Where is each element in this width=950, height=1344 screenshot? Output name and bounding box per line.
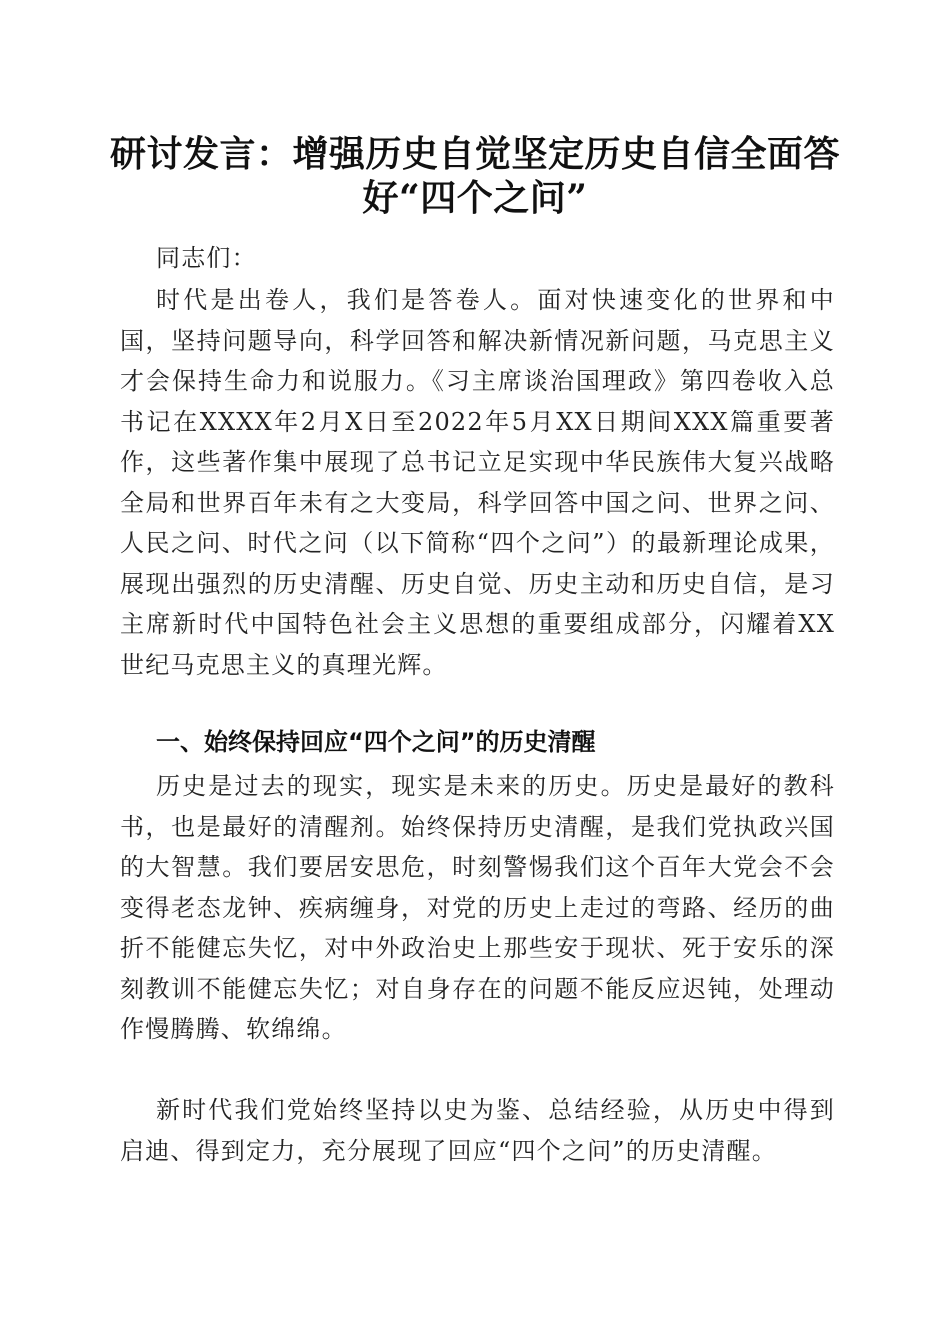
- salutation: 同志们：: [156, 244, 257, 272]
- section-heading-1: 一、始终保持回应“四个之问”的历史清醒: [156, 728, 596, 756]
- document-title: 研讨发言：增强历史自觉坚定历史自信全面答好“四个之问”: [109, 133, 840, 219]
- section1-paragraph-2: 新时代我们党始终坚持以史为鉴、总结经验，从历史中得到启迪、得到定力，充分展现了回应“四个之问”的历史清醒。: [120, 1096, 835, 1165]
- intro-paragraph: 时代是出卷人，我们是答卷人。面对快速变化的世界和中国，坚持问题导向，科学回答和解决新情况新问题，马克思主义才会保持生命力和说服力。《习主席谈治国理政》第四卷收入总书记在XXXX年2月X日至2022年5月XX日期间XXX篇重要著作，这些著作集中展现了总书记立足实现中华民族伟大复兴战略全局和世界百年未有之大变局，科学回答中国之问、世界之问、人民之问、时代之问（以下简称“四个之问”）的最新理论成果，展现出强烈的历史清醒、历史自觉、历史主动和历史自信，是习主席新时代中国特色社会主义思想的重要组成部分，闪耀着XX世纪马克思主义的真理光辉。: [120, 286, 835, 679]
- section1-paragraph-1: 历史是过去的现实，现实是未来的历史。历史是最好的教科书，也是最好的清醒剂。始终保持历史清醒，是我们党执政兴国的大智慧。我们要居安思危，时刻警惕我们这个百年大党会不会变得老态龙钟、疾病缠身，对党的历史上走过的弯路、经历的曲折不能健忘失忆，对中外政治史上那些安于现状、死于安乐的深刻教训不能健忘失忆；对自身存在的问题不能反应迟钝，处理动作慢腾腾、软绵绵。: [120, 772, 835, 1043]
